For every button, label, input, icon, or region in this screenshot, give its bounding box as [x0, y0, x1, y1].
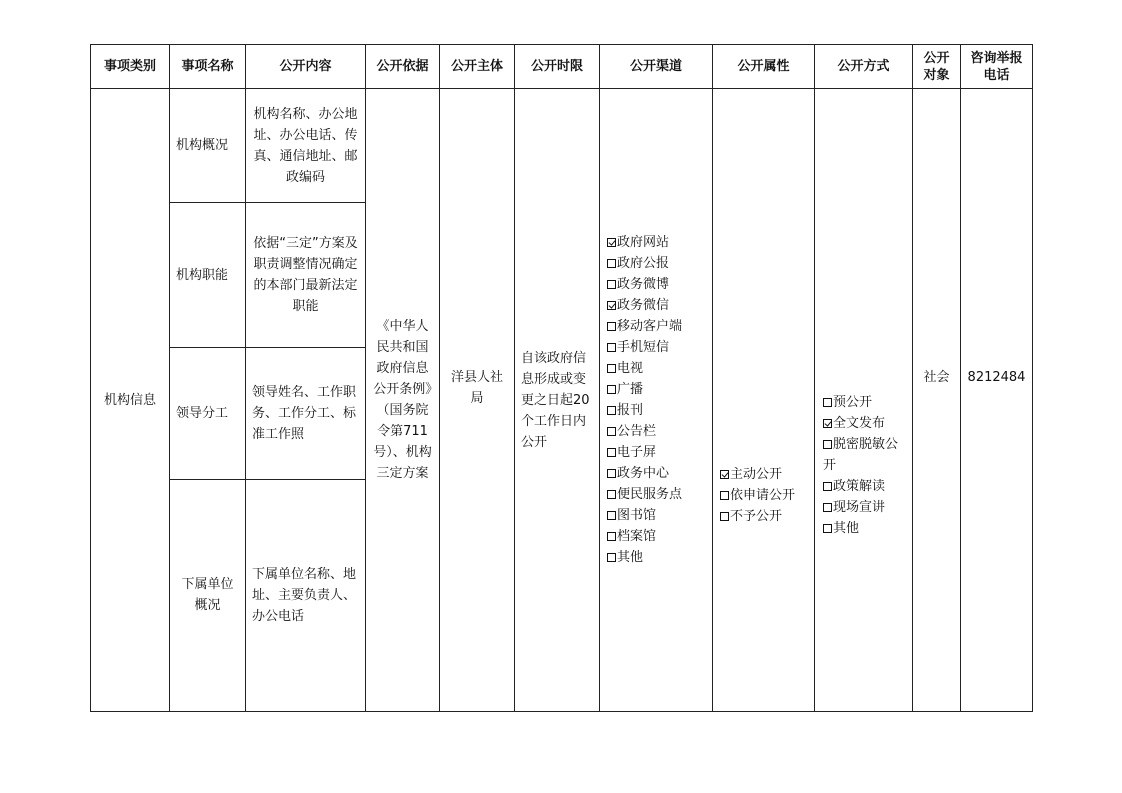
- channel-label: 政务微博: [617, 277, 670, 292]
- method-label: 现场宣讲: [833, 499, 886, 515]
- attribute-label: 依申请公开: [730, 487, 796, 503]
- channel-option[interactable]: [607, 463, 712, 484]
- checkbox-icon[interactable]: [823, 440, 832, 449]
- channel-label: 报刊: [617, 403, 644, 418]
- checkbox-icon[interactable]: [607, 427, 616, 436]
- channel-label: 移动客户端: [617, 319, 683, 334]
- attributes-cell: [713, 89, 815, 712]
- attribute-label: 不予公开: [730, 508, 783, 524]
- header-cell: 公开方式: [815, 45, 913, 89]
- channel-label: 档案馆: [617, 529, 657, 544]
- method-label: 其他: [833, 520, 860, 536]
- method-option[interactable]: [823, 434, 908, 476]
- channel-label: 政府公报: [617, 256, 670, 271]
- checkbox-icon[interactable]: [823, 524, 832, 533]
- header-row: [91, 45, 1033, 89]
- channel-option[interactable]: [607, 505, 712, 526]
- channel-label: 图书馆: [617, 508, 657, 523]
- method-option[interactable]: [823, 476, 908, 497]
- channels-cell: [600, 89, 713, 712]
- header-cell: 事项类别: [91, 45, 170, 89]
- checkbox-icon[interactable]: [607, 448, 616, 457]
- channel-option[interactable]: [607, 337, 712, 358]
- channel-option[interactable]: [607, 379, 712, 400]
- disclosure-table: [90, 44, 1033, 712]
- header-cell: 咨询举报电话: [961, 45, 1033, 89]
- channel-label: 政务微信: [617, 298, 670, 313]
- checkbox-checked-icon[interactable]: [607, 238, 616, 247]
- checkbox-icon[interactable]: [823, 398, 832, 407]
- attribute-option[interactable]: [720, 464, 814, 485]
- checkbox-icon[interactable]: [823, 482, 832, 491]
- time-limit-cell: 自该政府信息形成或变更之日起20个工作日内公开: [515, 89, 600, 712]
- table-row: [91, 89, 1033, 203]
- checkbox-icon[interactable]: [823, 503, 832, 512]
- channel-label: 电视: [617, 361, 644, 376]
- method-option[interactable]: [823, 497, 908, 518]
- checkbox-icon[interactable]: [607, 280, 616, 289]
- subject-cell: 洋县人社局: [440, 89, 515, 712]
- checkbox-checked-icon[interactable]: [823, 419, 832, 428]
- method-label: 政策解读: [833, 478, 886, 494]
- channel-label: 广播: [617, 382, 644, 397]
- item-content-cell: 下属单位名称、地址、主要负责人、办公电话: [246, 479, 366, 711]
- checkbox-checked-icon[interactable]: [607, 301, 616, 310]
- checkbox-icon[interactable]: [607, 322, 616, 331]
- attribute-option[interactable]: [720, 506, 814, 527]
- method-label: 脱密脱敏公开: [823, 436, 899, 473]
- channel-option[interactable]: [607, 547, 712, 568]
- method-label: 预公开: [833, 394, 873, 410]
- checkbox-icon[interactable]: [720, 512, 729, 521]
- channel-option[interactable]: [607, 421, 712, 442]
- channel-option[interactable]: [607, 232, 712, 253]
- method-label: 全文发布: [833, 415, 886, 431]
- channel-option[interactable]: [607, 526, 712, 547]
- phone-cell: 8212484: [961, 89, 1033, 712]
- method-option[interactable]: [823, 413, 908, 434]
- header-cell: 公开渠道: [600, 45, 713, 89]
- checkbox-checked-icon[interactable]: [720, 470, 729, 479]
- header-cell: 公开对象: [913, 45, 961, 89]
- item-name-cell: 领导分工: [170, 348, 246, 479]
- channel-label: 政务中心: [617, 466, 670, 481]
- item-name-cell: 机构概况: [170, 89, 246, 203]
- checkbox-icon[interactable]: [607, 385, 616, 394]
- checkbox-icon[interactable]: [607, 406, 616, 415]
- channel-option[interactable]: [607, 400, 712, 421]
- attribute-option[interactable]: [720, 485, 814, 506]
- checkbox-icon[interactable]: [607, 511, 616, 520]
- channel-label: 其他: [617, 550, 644, 565]
- header-cell: 公开主体: [440, 45, 515, 89]
- method-option[interactable]: [823, 518, 908, 539]
- target-cell: 社会: [913, 89, 961, 712]
- channel-label: 便民服务点: [617, 487, 683, 502]
- checkbox-icon[interactable]: [607, 553, 616, 562]
- channel-option[interactable]: [607, 442, 712, 463]
- channel-option[interactable]: [607, 316, 712, 337]
- attribute-label: 主动公开: [730, 466, 783, 482]
- checkbox-icon[interactable]: [607, 364, 616, 373]
- method-option[interactable]: [823, 392, 908, 413]
- item-content-cell: 领导姓名、工作职务、工作分工、标准工作照: [246, 348, 366, 479]
- channel-option[interactable]: [607, 358, 712, 379]
- channel-option[interactable]: [607, 295, 712, 316]
- checkbox-icon[interactable]: [607, 469, 616, 478]
- channel-label: 公告栏: [617, 424, 657, 439]
- channel-label: 政府网站: [617, 235, 670, 250]
- checkbox-icon[interactable]: [607, 259, 616, 268]
- header-cell: 事项名称: [170, 45, 246, 89]
- header-cell: 公开依据: [366, 45, 440, 89]
- item-name-cell: 下属单位概况: [170, 479, 246, 711]
- channel-label: 手机短信: [617, 340, 670, 355]
- methods-cell: [815, 89, 913, 712]
- header-cell: 公开属性: [713, 45, 815, 89]
- checkbox-icon[interactable]: [607, 343, 616, 352]
- category-cell: 机构信息: [91, 89, 170, 712]
- header-cell: 公开时限: [515, 45, 600, 89]
- checkbox-icon[interactable]: [607, 490, 616, 499]
- header-cell: 公开内容: [246, 45, 366, 89]
- item-name-cell: 机构职能: [170, 203, 246, 348]
- basis-cell: 《中华人民共和国政府信息公开条例》（国务院令第711号）、机构三定方案: [366, 89, 440, 712]
- channel-option[interactable]: [607, 253, 712, 274]
- channel-option[interactable]: [607, 274, 712, 295]
- channel-option[interactable]: [607, 484, 712, 505]
- item-content-cell: 依据“三定”方案及职责调整情况确定的本部门最新法定职能: [246, 203, 366, 348]
- channel-label: 电子屏: [617, 445, 657, 460]
- checkbox-icon[interactable]: [720, 491, 729, 500]
- checkbox-icon[interactable]: [607, 532, 616, 541]
- item-content-cell: 机构名称、办公地址、办公电话、传真、通信地址、邮政编码: [246, 89, 366, 203]
